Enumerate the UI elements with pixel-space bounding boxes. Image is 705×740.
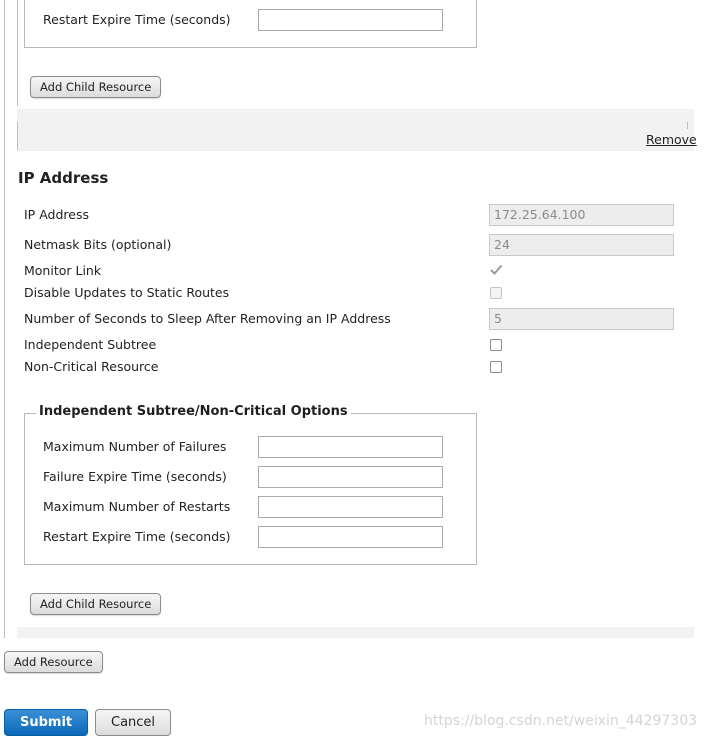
disable-updates-checkbox[interactable] bbox=[490, 287, 502, 299]
previous-restart-expire-input[interactable] bbox=[258, 9, 443, 31]
sleep-seconds-label: Number of Seconds to Sleep After Removing an IP Address bbox=[24, 311, 391, 326]
max-failures-input[interactable] bbox=[258, 436, 443, 458]
ip-address-input[interactable]: 172.25.64.100 bbox=[489, 204, 674, 226]
cancel-button[interactable]: Cancel bbox=[95, 709, 171, 736]
ip-address-section-title: IP Address bbox=[18, 169, 109, 187]
remove-link[interactable]: Remove bbox=[646, 132, 697, 147]
submit-button[interactable]: Submit bbox=[4, 709, 88, 736]
non-critical-resource-checkbox[interactable] bbox=[490, 361, 502, 373]
independent-subtree-label: Independent Subtree bbox=[24, 337, 157, 352]
band-right-tick bbox=[687, 122, 688, 129]
add-child-resource-button[interactable]: Add Child Resource bbox=[30, 593, 161, 615]
options-fieldset-legend: Independent Subtree/Non-Critical Options bbox=[36, 404, 351, 419]
netmask-bits-input[interactable]: 24 bbox=[489, 234, 674, 256]
monitor-link-label: Monitor Link bbox=[24, 263, 102, 278]
watermark-text: https://blog.csdn.net/weixin_44297303 bbox=[424, 713, 698, 729]
previous-restart-expire-label: Restart Expire Time (seconds) bbox=[43, 12, 231, 27]
previous-add-child-resource-button[interactable]: Add Child Resource bbox=[30, 76, 161, 98]
disable-updates-label: Disable Updates to Static Routes bbox=[24, 285, 230, 300]
failure-expire-label: Failure Expire Time (seconds) bbox=[43, 469, 227, 484]
band-left-border bbox=[17, 122, 18, 150]
resource-container-border bbox=[17, 0, 18, 106]
add-resource-button[interactable]: Add Resource bbox=[4, 651, 103, 673]
resource-separator-band bbox=[17, 109, 694, 151]
sleep-seconds-input[interactable]: 5 bbox=[489, 308, 674, 330]
max-failures-label: Maximum Number of Failures bbox=[43, 439, 227, 454]
failure-expire-input[interactable] bbox=[258, 466, 443, 488]
independent-subtree-checkbox[interactable] bbox=[490, 339, 502, 351]
ip-address-label: IP Address bbox=[24, 207, 89, 222]
resource-bottom-band bbox=[17, 627, 694, 638]
restart-expire-label: Restart Expire Time (seconds) bbox=[43, 529, 231, 544]
outer-container-border bbox=[4, 0, 5, 638]
restart-expire-input[interactable] bbox=[258, 526, 443, 548]
max-restarts-label: Maximum Number of Restarts bbox=[43, 499, 231, 514]
monitor-link-checkbox[interactable] bbox=[490, 264, 502, 276]
netmask-bits-label: Netmask Bits (optional) bbox=[24, 237, 172, 252]
checkmark-icon bbox=[489, 263, 503, 277]
max-restarts-input[interactable] bbox=[258, 496, 443, 518]
non-critical-resource-label: Non-Critical Resource bbox=[24, 359, 159, 374]
